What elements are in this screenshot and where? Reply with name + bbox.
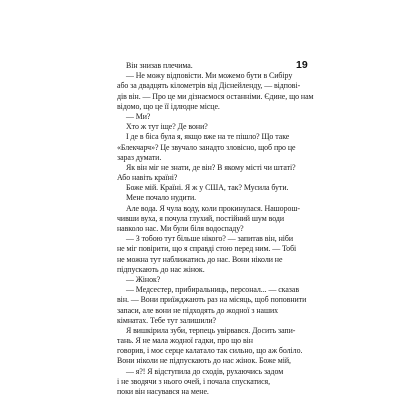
text-line: або за двадцять кілометрів від Діснейленду, — відпові- <box>117 81 301 91</box>
text-line: — Ми? <box>126 111 151 121</box>
text-line: не міг повірити, що я справді стою перед ним. — Тобі <box>117 244 297 254</box>
text-line: Або навіть країні? <box>117 173 178 183</box>
text-line: чивши вуха, я почула глухий, постійний шум води <box>117 213 285 223</box>
text-line: — Медсестер, прибиральниць, персонал... — сказав <box>126 285 299 295</box>
text-line: і не зводячи з нього очей, і почала спускатися, <box>117 376 271 386</box>
text-line: зараз думати. <box>117 152 162 162</box>
text-line: він. — Вони приїжджають раз на місяць, щоб поповнити <box>117 295 307 305</box>
text-line: — Не можу відповісти. Ми можемо бути в Сибіру <box>126 71 293 81</box>
text-line: тань. Я не мала жодної гадки, про що він <box>117 336 253 346</box>
text-line: говорив, і моє серце калатало так сильно, що аж боліло. <box>117 346 303 356</box>
text-line: Він знизав плечима. <box>126 61 193 70</box>
text-line: — З тобою тут більше нікого? — запитав він, ніби <box>126 234 294 244</box>
text-line: відомо, що це її ідлюдне місце. <box>117 101 220 111</box>
text-line: Вони ніколи не підпускають до нас жінок. Боже мій, <box>117 356 291 366</box>
text-line: Я вишкірила зуби, терпець увірвався. Досить запи- <box>126 325 296 335</box>
page-number: 19 <box>296 59 308 71</box>
text-line: поки він насувався на мене. <box>117 387 209 396</box>
text-line: «Блекчарч»? Це звучало занадто зловісно, щоб про це <box>117 142 296 152</box>
text-line: кімнатах. Тебе тут залишили? <box>117 315 217 325</box>
text-line: Хто ж тут іще? Де вони? <box>126 122 208 132</box>
text-line: навколо нас. Ми були біля водоспаду? <box>117 224 244 233</box>
text-line: — Жінок? <box>126 274 161 284</box>
text-line: І де в біса була я, якщо вже на те пішло? Що таке <box>126 132 290 142</box>
text-line: Як він міг не знати, де він? В якому місті чи штаті? <box>126 162 296 172</box>
text-line: — я?! Я відступила до сходів, рухаючись задом <box>126 366 284 376</box>
text-line: Але вода. Я чула воду, коли прокинулася. Нашорош- <box>126 203 300 213</box>
text-line: не можна тут наближатись до нас. Вони ніколи не <box>117 254 283 264</box>
text-line: Мене почало нудити. <box>126 193 197 203</box>
text-line: запаси, але вони не підходять до жодної з наших <box>117 305 279 315</box>
text-line: Боже мій. Країні. Я ж у США, так? Мусила бути. <box>126 183 289 193</box>
text-line: дів він. — Про це ми дізнаємося останніми. Єдине, що нам <box>117 91 314 101</box>
text-line: підпускають до нас жінок. <box>117 264 205 274</box>
